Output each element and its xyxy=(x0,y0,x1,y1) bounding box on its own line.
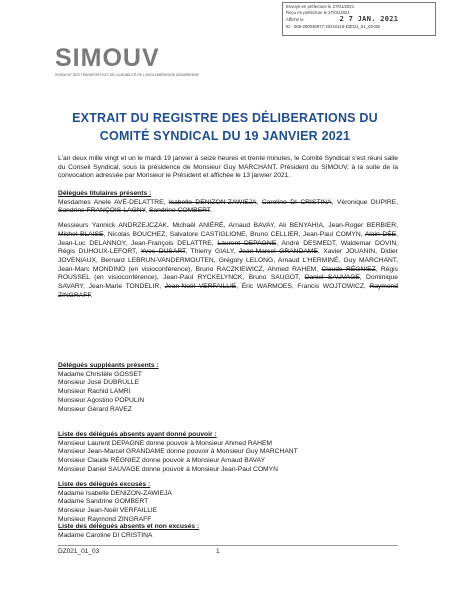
intro-paragraph: L'an deux mille vingt et un le mardi 19 janvier à seize heures et trente minutes, le Comité Syndical s'est réuni salle du Conseil Syndical, sous la présidence de Monsieur Guy MARCHANT, Président du SIMOUV, à la suite de la convocation adressée par Monsieur le Président et affichée le 13 janvier 2021. xyxy=(58,155,398,180)
name-text: , Nicolas BOUCHEZ, Salvatore CASTIGLIONE, Bruno CELLIER, Jean-Paul COMYN, xyxy=(103,230,365,238)
non-excuses-title: Liste des délégués absents et non excusés : xyxy=(58,523,200,530)
struck-name: Isabelle DENIZON-ZAWIEJA xyxy=(168,198,257,206)
list-item: Monsieur Jean-Noël VERFAILLIE xyxy=(58,507,158,515)
struck-name: Daniel SAUVAGE xyxy=(304,274,360,282)
name-text: , Thierry GIALY, xyxy=(185,248,239,256)
name-text: , Dominique SAVARY, Jean-Marie TONDELIR, xyxy=(58,274,399,291)
document-title-line2: COMITÉ SYNDICAL DU 19 JANVIER 2021 xyxy=(99,129,351,143)
pouvoirs-list xyxy=(58,440,398,475)
non-excuses-section xyxy=(58,523,398,540)
excuses-list xyxy=(58,490,398,525)
logo-text: SIMOUV xyxy=(55,44,160,72)
struck-name: Jean-Marcel GRANDAME xyxy=(238,248,318,256)
list-item: Madame Caroline DI CRISTINA xyxy=(58,531,153,539)
struck-name: Alain DÉE xyxy=(364,230,397,238)
mesdames-list xyxy=(58,199,398,216)
struck-name: Michel BLAISE xyxy=(58,230,104,238)
name-text: , xyxy=(256,198,262,206)
list-item: Monsieur Daniel SAUVAGE donne pouvoir à Monsieur Jean-Paul COMYN xyxy=(58,465,278,473)
messieurs-list xyxy=(58,222,398,300)
pouvoirs-title: Liste des délégués absents ayant donné pouvoir : xyxy=(58,431,217,438)
list-item: Monsieur Raymond ZINGRAFF xyxy=(58,515,152,523)
struck-name: Claude RÉGNIEZ xyxy=(321,265,376,273)
titulaires-section xyxy=(58,190,398,300)
list-item: Madame Christèle GOSSET xyxy=(58,370,142,378)
struck-name: Jean-Noël VERFAILLIE xyxy=(164,283,237,291)
list-item: Madame Isabelle DENIZON-ZAWIEJA xyxy=(58,489,172,497)
name-text: , Éric WARMOES, Francis WOJTOWICZ, xyxy=(236,283,370,291)
document-title-line1: EXTRAIT DU REGISTRE DES DÉLIBERATIONS DU xyxy=(72,111,378,125)
name-text: . xyxy=(210,207,212,215)
stamp-date: 2 7 JAN. 2021 xyxy=(339,16,399,24)
non-excuses-list xyxy=(58,532,398,541)
name-text: , André DESMEDT, Waldemar DOVIN, Régis DUHOUX-LEFORT, xyxy=(58,239,399,256)
list-item: Monsieur Agostino POPULIN xyxy=(58,396,145,404)
name-text: , Véronique DUPIRE, xyxy=(331,198,398,206)
list-item: Monsieur Claude RÉGNIEZ donne pouvoir à Monsieur Arnaud BAVAY xyxy=(58,457,266,465)
list-item: Monsieur Rachid LAMRI xyxy=(58,388,131,396)
struck-name: Laurent DEPAGNE xyxy=(217,239,277,247)
struck-name: Raymond ZINGRAFF xyxy=(58,283,398,299)
page-number: 1 xyxy=(216,548,220,555)
footer-reference: DZ021_01_03 xyxy=(58,548,100,555)
stamp-id-line: ID : 069-200046977-20210119-DZ021_01_03-DE xyxy=(286,23,381,29)
stamp-posted-line: Affiché le 2 7 JAN. 2021 xyxy=(286,16,399,24)
name-text: Mesdames Anele AVÉ-DELATTRE, xyxy=(58,198,169,206)
list-item: Monsieur Jean-Marcel GRANDAME donne pouvoir à Monsieur Guy MARCHANT xyxy=(58,448,298,456)
prefecture-stamp xyxy=(282,2,436,36)
pouvoirs-section xyxy=(58,431,398,475)
suppleants-list xyxy=(58,371,398,415)
name-text: , xyxy=(145,207,149,215)
name-text: Messieurs Yannick ANDRZEJCZAK, Michaël ANIÉRÉ, Arnaud BAVAY, Ali BENYAHIA, Jean-Roger BERBIER, xyxy=(58,222,398,230)
excuses-title: Liste des délégués excusés : xyxy=(58,481,151,488)
list-item: Monsieur José DUBRULLE xyxy=(58,379,140,387)
list-item: Monsieur Laurent DEPAGNE donne pouvoir à Monsieur Ahmed RAHEM xyxy=(58,439,272,447)
simouv-logo xyxy=(55,44,199,77)
suppleants-section xyxy=(58,362,398,414)
struck-name: Sandrine FRANÇOIS-LAGNY xyxy=(58,207,146,215)
name-text: , Régis ROUSSEL (en visioconférence), Jean-Paul RYCKELYNCK, Bruno SAUGOT, xyxy=(58,265,398,282)
excuses-section xyxy=(58,481,398,525)
titulaires-title: Délégués titulaires présents : xyxy=(58,190,152,197)
struck-name: Yves DUSART xyxy=(140,248,186,256)
name-text: . xyxy=(90,291,93,299)
stamp-sent-line: Envoyé en préfecture le 27/01/2021 xyxy=(286,4,355,9)
list-item: Monsieur Gérard RAVEZ xyxy=(58,405,132,413)
struck-name: Sandrine COMBERT xyxy=(148,207,211,215)
struck-name: Caroline DI CRISTINA xyxy=(261,198,332,206)
list-item: Madame Sandrine GOMBERT xyxy=(58,498,149,506)
name-text: , Xavier JOUANIN, Didier JOVENIAUX, Bernard LEBRUN-VANDERMOUTEN, Grégory LELONG, Arnaud L'HERMINÉ, Guy MARCHANT, Jean-Marc MONDINO (en visioconférence), Bruno RACZKIEWICZ, Ahmed RAHEM, xyxy=(58,248,398,273)
logo-subtitle: SYNDICAT DES TRANSPORTS ET DE LA MOBILITÉ DE L'AGGLOMÉRATION NAZAIRIENNE xyxy=(55,73,199,77)
page-footer xyxy=(58,545,398,555)
suppleants-title: Délégués suppléants présents : xyxy=(58,362,159,369)
name-text: , Jean-Luc DELANNOY, Jean-François DELATTRE, xyxy=(58,230,398,247)
stamp-received-line: Reçu en préfecture le 27/01/2021 xyxy=(286,10,350,16)
